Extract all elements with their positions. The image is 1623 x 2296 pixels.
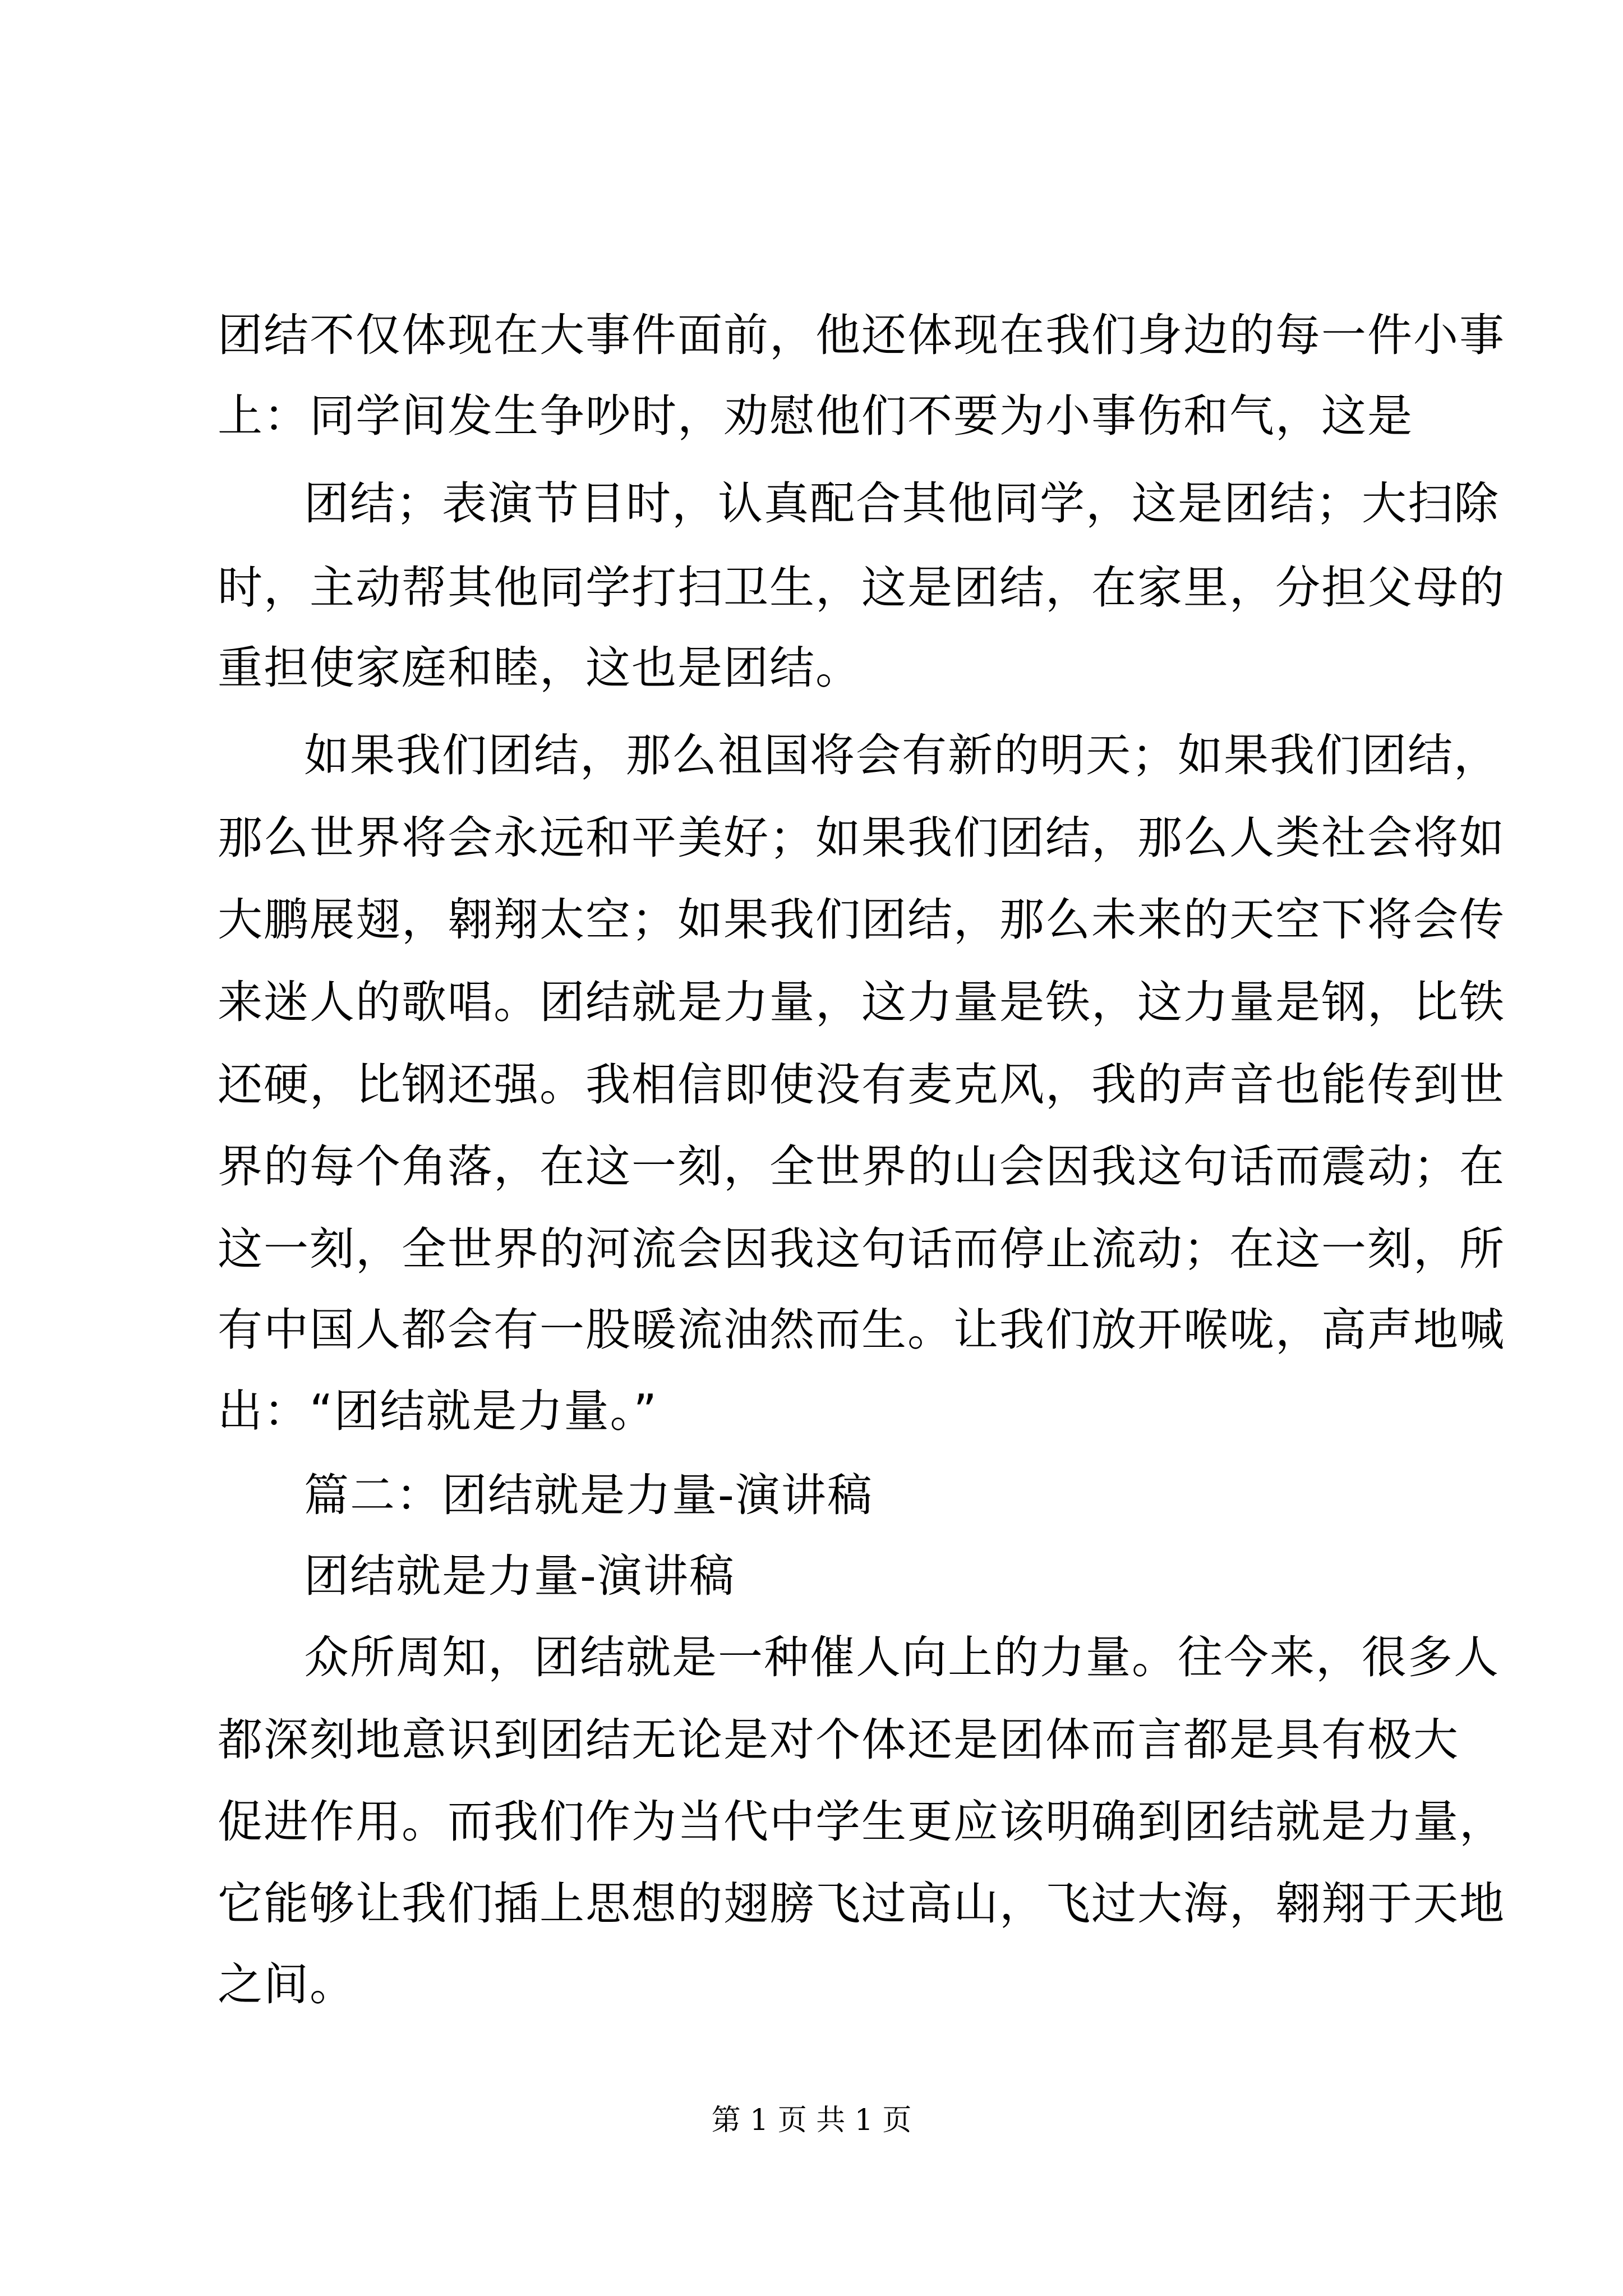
text-line: 有中国人都会有一股暖流油然而生。让我们放开喉咙，高声地喊 — [218, 1304, 1505, 1356]
text-line: 众所周知，团结就是一种催人向上的力量。往今来，很多人 — [304, 1631, 1500, 1683]
text-line: 团结；表演节目时，认真配合其他同学，这是团结；大扫除 — [304, 477, 1500, 530]
text-line: 上：同学间发生争吵时，劝慰他们不要为小事伤和气，这是 — [218, 390, 1413, 442]
text-line: 之间。 — [218, 1958, 356, 2010]
speech-title: 团结就是力量-演讲稿 — [304, 1550, 735, 1602]
section-heading: 篇二：团结就是力量-演讲稿 — [304, 1469, 873, 1521]
text-line: 都深刻地意识到团结无论是对个体还是团体而言都是具有极大 — [218, 1714, 1459, 1766]
text-line: 出：“团结就是力量。” — [218, 1385, 658, 1437]
text-line: 来迷人的歌唱。团结就是力量，这力量是铁，这力量是钢，比铁 — [218, 976, 1505, 1028]
text-line: 如果我们团结，那么祖国将会有新的明天；如果我们团结， — [304, 729, 1500, 781]
text-line: 那么世界将会永远和平美好；如果我们团结，那么人类社会将如 — [218, 812, 1505, 864]
text-line: 重担使家庭和睦，这也是团结。 — [218, 642, 861, 694]
text-line: 团结不仅体现在大事件面前，他还体现在我们身边的每一件小事 — [218, 309, 1505, 361]
text-line: 它能够让我们插上思想的翅膀飞过高山，飞过大海，翱翔于天地 — [218, 1878, 1505, 1930]
text-line: 时，主动帮其他同学打扫卫生，这是团结，在家里，分担父母的 — [218, 562, 1505, 614]
page-footer: 第 1 页 共 1 页 — [711, 2104, 912, 2137]
text-line: 促进作用。而我们作为当代中学生更应该明确到团结就是力量， — [218, 1796, 1505, 1848]
text-line: 这一刻，全世界的河流会因我这句话而停止流动；在这一刻，所 — [218, 1223, 1505, 1275]
text-line: 界的每个角落，在这一刻，全世界的山会因我这句话而震动；在 — [218, 1140, 1505, 1193]
text-line: 还硬，比钢还强。我相信即使没有麦克风，我的声音也能传到世 — [218, 1059, 1505, 1111]
text-line: 大鹏展翅，翱翔太空；如果我们团结，那么未来的天空下将会传 — [218, 894, 1505, 946]
